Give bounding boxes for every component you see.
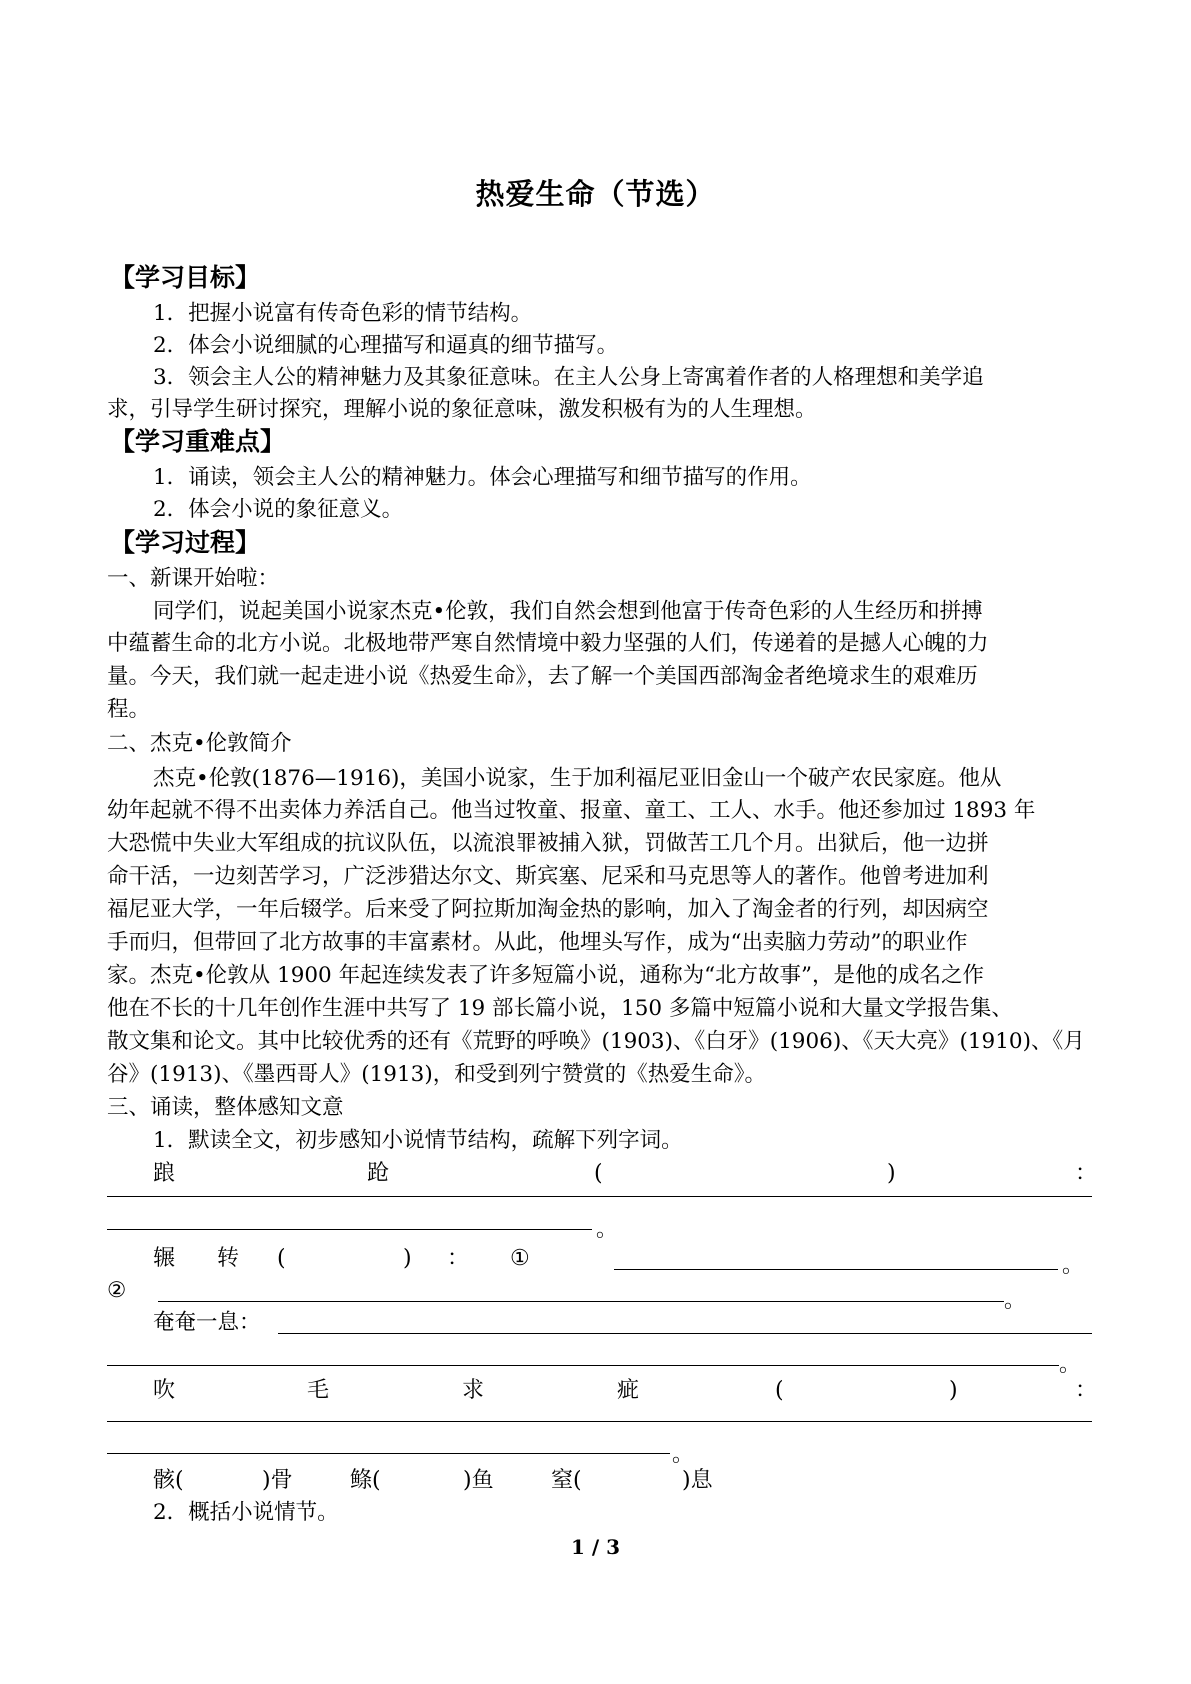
key-heading: 【学习重难点】: [110, 427, 286, 456]
word-item: 骸(: [153, 1468, 184, 1493]
answer-line[interactable]: [158, 1301, 1004, 1302]
goals-heading: 【学习目标】: [110, 263, 261, 292]
part1-text-4: 程。: [107, 697, 151, 722]
part2-text-2: 幼年起就不得不出卖体力养活自己。他当过牧童、报童、童工、工人、水手。他还参加过 1893 年: [107, 798, 1036, 823]
task-2: 2．概括小说情节。: [153, 1500, 339, 1525]
word-row-yanyan: 奄奄一息：: [153, 1310, 261, 1335]
key-2: 2．体会小说的象征意义。: [153, 497, 404, 522]
circled-one: ①: [510, 1246, 530, 1271]
part1-title: 一、新课开始啦：: [107, 566, 280, 591]
answer-line[interactable]: [107, 1229, 592, 1230]
period: 。: [1062, 1253, 1084, 1278]
part2-text-1: 杰克•伦敦(1876—1916)，美国小说家，生于加利福尼亚旧金山一个破产农民家庭。他从: [153, 766, 1002, 791]
part2-text-7: 家。杰克•伦敦从 1900 年起连续发表了许多短篇小说，通称为“北方故事”，是他的成名之作: [107, 963, 985, 988]
period: 。: [1059, 1352, 1081, 1377]
answer-line[interactable]: [278, 1333, 1092, 1334]
word-char: 毛: [307, 1378, 330, 1403]
circled-two: ②: [107, 1278, 127, 1303]
word-char: 跄: [367, 1161, 390, 1186]
part2-text-6: 手而归，但带回了北方故事的丰富素材。从此，他埋头写作，成为“出卖脑力劳动”的职业作: [107, 930, 968, 955]
word-char: 转: [217, 1246, 240, 1271]
paren-close: ): [949, 1378, 958, 1403]
part2-title: 二、杰克•伦敦简介: [107, 731, 292, 756]
part1-text-2: 中蕴蓄生命的北方小说。北极地带严寒自然情境中毅力坚强的人们，传递着的是撼人心魄的力: [107, 631, 989, 656]
paren-close: ): [403, 1246, 412, 1271]
paren-close: ): [887, 1161, 896, 1186]
process-heading: 【学习过程】: [110, 528, 261, 557]
period: 。: [1004, 1288, 1026, 1313]
answer-line[interactable]: [614, 1269, 1058, 1270]
colon: ：: [1075, 1161, 1098, 1186]
period: 。: [596, 1217, 618, 1242]
part3-title: 三、诵读，整体感知文意: [107, 1095, 344, 1120]
part1-text-1: 同学们，说起美国小说家杰克•伦敦，我们自然会想到他富于传奇色彩的人生经历和拼搏: [153, 599, 983, 624]
paren-open: (: [775, 1378, 784, 1403]
part2-text-9: 散文集和论文。其中比较优秀的还有《荒野的呼唤》(1903)、《白牙》(1906)、《天大亮》(1910)、《月: [107, 1029, 1085, 1054]
word-item: )鱼: [463, 1468, 494, 1493]
key-1: 1．诵读，领会主人公的精神魅力。体会心理描写和细节描写的作用。: [153, 465, 812, 490]
paren-open: (: [594, 1161, 603, 1186]
word-char: 踉: [153, 1161, 176, 1186]
word-item: )骨: [262, 1468, 293, 1493]
word-item: 窒(: [551, 1468, 582, 1493]
part1-text-3: 量。今天，我们就一起走进小说《热爱生命》，去了解一个美国西部淘金者绝境求生的艰难历: [107, 664, 978, 689]
page-title: 热爱生命（节选）: [475, 177, 716, 211]
part2-text-3: 大恐慌中失业大军组成的抗议队伍，以流浪罪被捕入狱，罚做苦工几个月。出狱后，他一边拼: [107, 831, 989, 856]
colon: ：: [447, 1246, 470, 1271]
word-char: 疵: [617, 1378, 640, 1403]
word-char: 求: [462, 1378, 485, 1403]
answer-line[interactable]: [107, 1421, 1092, 1422]
answer-line[interactable]: [107, 1453, 670, 1454]
goal-3-cont: 求，引导学生研讨探究，理解小说的象征意味，激发积极有为的人生理想。: [107, 397, 817, 422]
word-char: 辗: [153, 1246, 176, 1271]
word-char: 吹: [153, 1378, 176, 1403]
goal-1: 1．把握小说富有传奇色彩的情节结构。: [153, 301, 533, 326]
word-item: 鲦(: [350, 1468, 381, 1493]
task-1: 1．默读全文，初步感知小说情节结构，疏解下列字词。: [153, 1128, 683, 1153]
part2-text-10: 谷》(1913)、《墨西哥人》(1913)，和受到列宁赞赏的《热爱生命》。: [107, 1062, 766, 1087]
part2-text-8: 他在不长的十几年创作生涯中共写了 19 部长篇小说，150 多篇中短篇小说和大量文学报告集、: [107, 996, 1013, 1021]
colon: ：: [1075, 1378, 1098, 1403]
period: 。: [672, 1442, 694, 1467]
paren-open: (: [277, 1246, 286, 1271]
word-item: )息: [682, 1468, 713, 1493]
part2-text-4: 命干活，一边刻苦学习，广泛涉猎达尔文、斯宾塞、尼采和马克思等人的著作。他曾考进加利: [107, 864, 989, 889]
page-number: 1 / 3: [570, 1535, 621, 1559]
part2-text-5: 福尼亚大学，一年后辍学。后来受了阿拉斯加淘金热的影响，加入了淘金者的行列，却因病空: [107, 897, 989, 922]
goal-2: 2．体会小说细腻的心理描写和逼真的细节描写。: [153, 333, 619, 358]
answer-line[interactable]: [107, 1365, 1059, 1366]
answer-line[interactable]: [107, 1196, 1092, 1197]
goal-3: 3．领会主人公的精神魅力及其象征意味。在主人公身上寄寓着作者的人格理想和美学追: [153, 365, 984, 390]
